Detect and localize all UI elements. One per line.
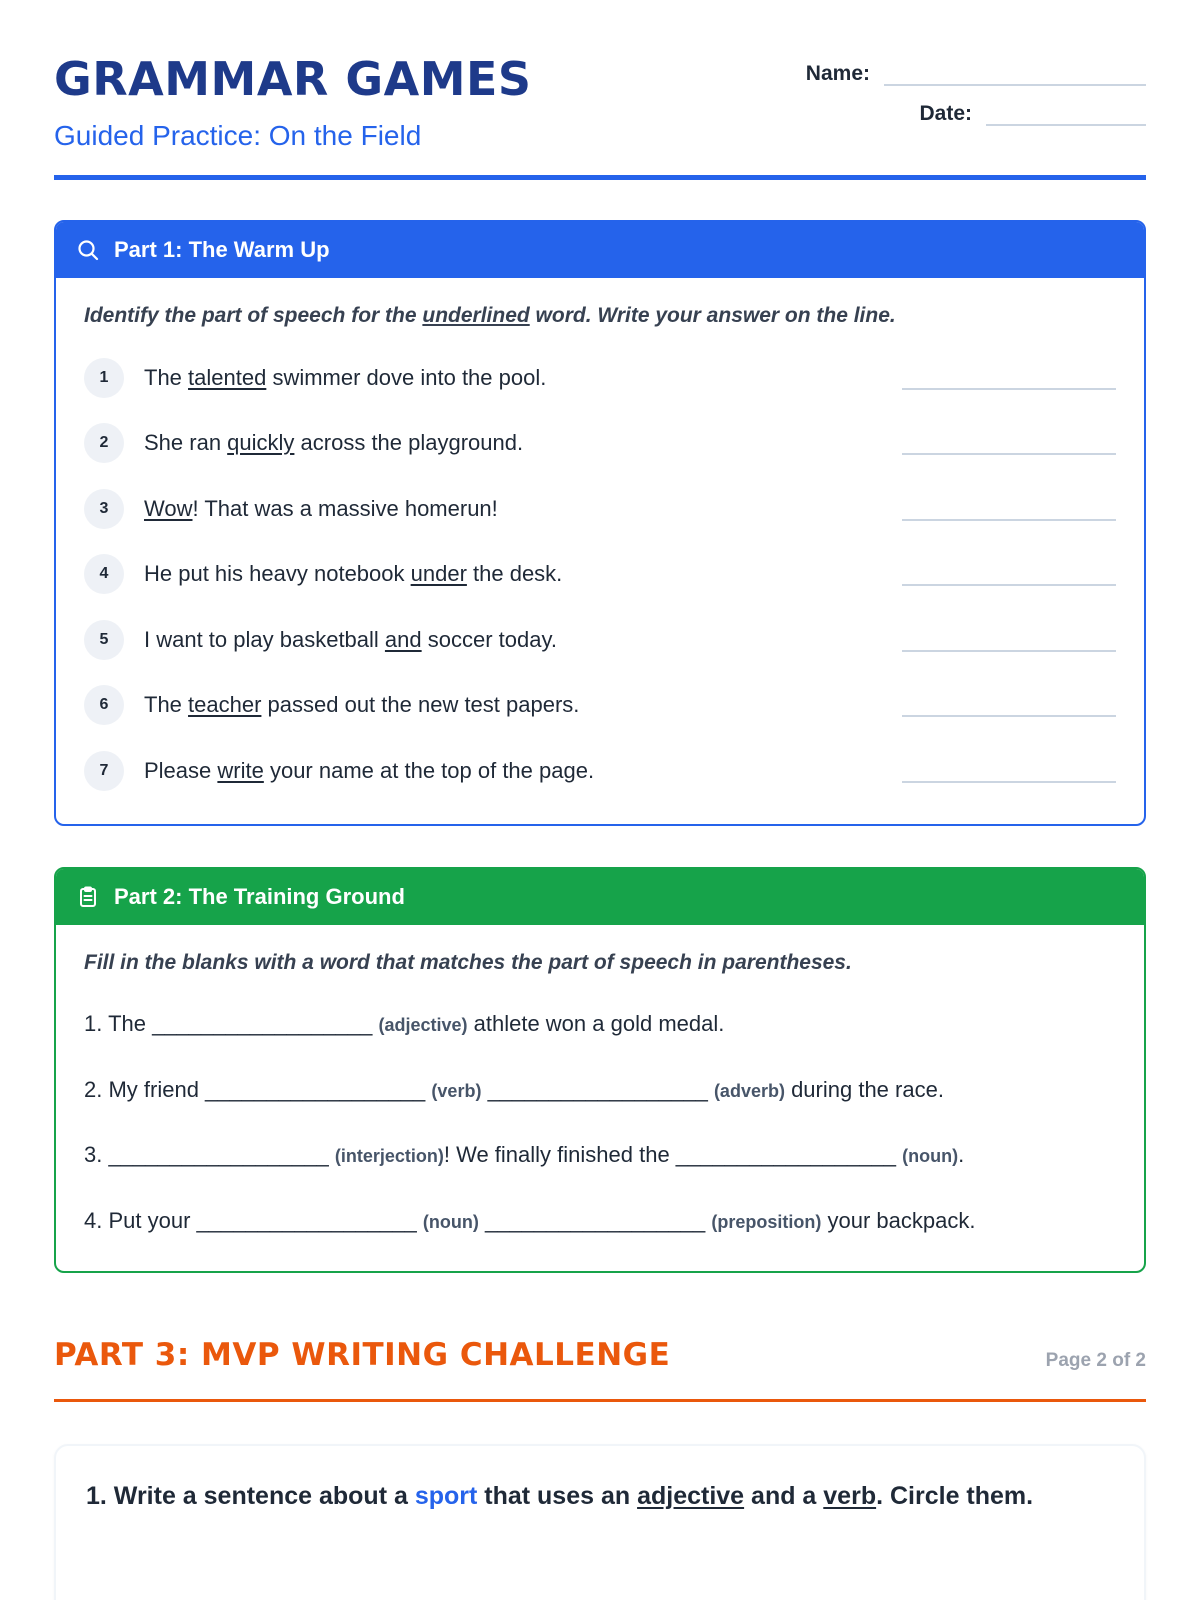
question-text: The teacher passed out the new test papers. [144,692,580,717]
question-row [84,358,1116,398]
target-word: talented [188,365,267,390]
target-word: under [410,561,467,586]
blank-line[interactable]: __________________ [675,1142,897,1167]
answer-line[interactable] [902,453,1116,455]
name-input-line[interactable] [884,58,1146,86]
question-text: Please write your name at the top of the page. [144,758,595,783]
part3-title: PART 3: MVP WRITING CHALLENGE [54,1337,671,1373]
part1-body [56,278,1144,783]
blank-line[interactable]: __________________ [152,1011,373,1036]
blank-line[interactable]: __________________ [196,1208,417,1233]
fill-item: 3. __________________ (interjection)! We finally finished the __________________ (noun). [84,1142,965,1167]
question-text: Wow! That was a massive homerun! [144,496,498,521]
target-word: quickly [227,430,295,455]
part1-title: Part 1: The Warm Up [114,237,330,262]
part2-body [56,925,1144,1233]
part1-header [56,222,1144,278]
page-number: Page 2 of 2 [1045,1350,1146,1371]
part-of-speech-hint: (adjective) [378,1015,468,1035]
blank-line[interactable]: __________________ [108,1142,329,1167]
question-number: 4 [84,554,124,594]
part-of-speech-hint: (preposition) [711,1212,822,1232]
target-word: Wow [144,496,193,521]
blank-line[interactable]: __________________ [205,1077,426,1102]
part-of-speech-hint: (noun) [422,1212,479,1232]
part1-instruction [84,304,1116,328]
fill-item: 2. My friend __________________ (verb) __________________ (adverb) during the race. [84,1077,944,1102]
answer-line[interactable] [902,388,1116,390]
answer-line[interactable] [902,519,1116,521]
instruction-text: Identify the part of speech for the [84,304,423,327]
blank-line[interactable]: __________________ [487,1077,708,1102]
part2-title: Part 2: The Training Ground [114,884,405,909]
question-row [84,423,1116,463]
writing-question: 1. Write a sentence about a sport that uses an adjective and a verb. Circle them. [86,1482,1034,1510]
question-text: He put his heavy notebook under the desk. [144,561,563,586]
page-subtitle: Guided Practice: On the Field [54,120,422,151]
question-number: 1 [84,358,124,398]
part3-header [54,1337,1146,1404]
part2-instruction: Fill in the blanks with a word that matches the part of speech in parentheses. [84,951,852,974]
question-row [84,685,1116,725]
highlighted-word: sport [414,1482,478,1510]
date-label: Date: [919,102,972,125]
instruction-underlined: underlined [422,304,530,327]
answer-line[interactable] [902,781,1116,783]
fill-item: 4. Put your __________________ (noun) __________________ (preposition) your backpack. [84,1208,976,1233]
writing-question-card [54,1444,1146,1600]
part2-header [56,869,1144,925]
question-text: She ran quickly across the playground. [144,430,524,455]
name-field [806,58,1146,86]
page-title: GRAMMAR GAMES [54,52,532,106]
header-divider [54,175,1146,180]
question-number: 5 [84,620,124,660]
clipboard-icon [76,885,100,909]
blank-line[interactable]: __________________ [484,1208,706,1233]
target-word: and [384,627,422,652]
part-of-speech-hint: (adverb) [713,1081,785,1101]
question-row [84,751,1116,791]
name-label: Name: [805,62,870,85]
part3-divider [54,1399,1146,1402]
answer-line[interactable] [902,584,1116,586]
part1-card [54,220,1146,826]
question-number: 6 [84,685,124,725]
part2-card [54,867,1146,1273]
answer-line[interactable] [902,650,1116,652]
target-word: teacher [188,692,262,717]
question-number: 3 [84,489,124,529]
question-text: The talented swimmer dove into the pool. [144,365,547,390]
underlined-word: verb [823,1482,877,1510]
question-row [84,620,1116,660]
target-word: write [217,758,264,783]
search-icon [76,238,100,262]
instruction-text: word. Write your answer on the line. [529,304,896,327]
fill-item: 1. The __________________ (adjective) athlete won a gold medal. [84,1011,725,1036]
underlined-word: adjective [637,1482,745,1510]
question-text: I want to play basketball and soccer today. [144,627,557,652]
part-of-speech-hint: (interjection) [334,1146,444,1166]
question-row [84,554,1116,594]
question-number: 7 [84,751,124,791]
date-field [919,98,1146,126]
answer-line[interactable] [902,715,1116,717]
part-of-speech-hint: (verb) [431,1081,482,1101]
question-row [84,489,1116,529]
date-input-line[interactable] [986,98,1146,126]
question-number: 2 [84,423,124,463]
worksheet-header [54,52,1146,182]
part-of-speech-hint: (noun) [902,1146,959,1166]
